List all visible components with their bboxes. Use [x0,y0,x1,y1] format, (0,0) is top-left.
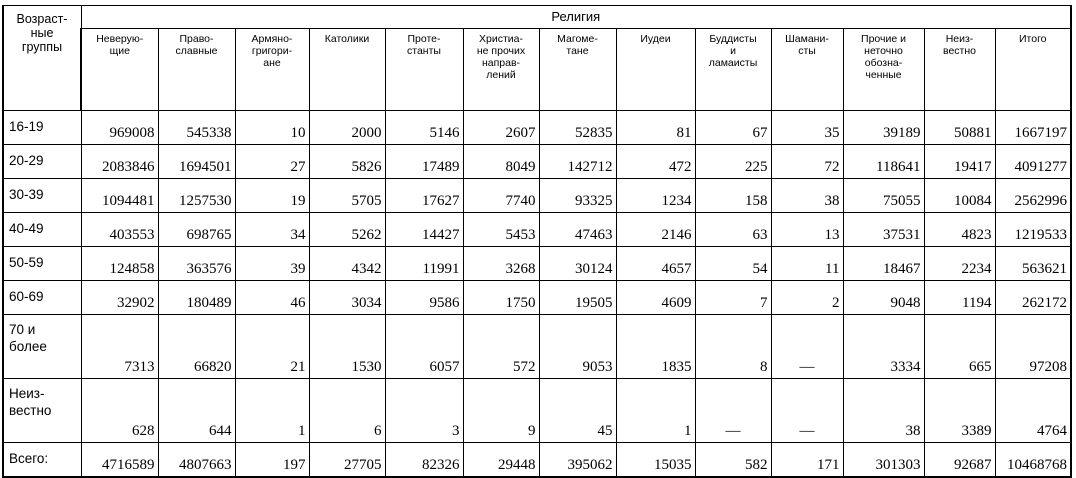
value-cell: 93325 [539,179,616,213]
value-cell: 572 [463,315,539,379]
value-cell: 17627 [385,179,463,213]
value-cell: 4716589 [81,443,158,478]
value-cell: 665 [924,315,995,379]
value-cell: 8049 [463,145,539,179]
value-cell: 1 [616,379,695,443]
value-cell: 142712 [539,145,616,179]
value-cell: 67 [695,111,771,145]
value-cell: 46 [235,281,309,315]
age-group-cell: 16-19 [3,111,81,145]
value-cell: 75055 [843,179,924,213]
value-cell: 72 [771,145,843,179]
column-header: Неверую- щие [81,29,158,111]
value-cell: 395062 [539,443,616,478]
value-cell: 1667197 [995,111,1071,145]
value-cell: 11991 [385,247,463,281]
column-header: Магоме- тане [539,29,616,111]
value-cell: 4823 [924,213,995,247]
value-cell: 17489 [385,145,463,179]
value-cell: 403553 [81,213,158,247]
value-cell: 582 [695,443,771,478]
age-group-cell: 20-29 [3,145,81,179]
column-header: Буддисты и ламаисты [695,29,771,111]
column-header: Католики [309,29,385,111]
value-cell: 262172 [995,281,1071,315]
value-cell: 545338 [158,111,235,145]
value-cell: 21 [235,315,309,379]
value-cell: 3 [385,379,463,443]
value-cell: — [695,379,771,443]
age-group-cell: 40-49 [3,213,81,247]
value-cell: 63 [695,213,771,247]
value-cell: 45 [539,379,616,443]
value-cell: 7 [695,281,771,315]
value-cell: 698765 [158,213,235,247]
value-cell: 38 [771,179,843,213]
value-cell: 14427 [385,213,463,247]
value-cell: 35 [771,111,843,145]
value-cell: 27705 [309,443,385,478]
age-group-cell: 30-39 [3,179,81,213]
value-cell: 5146 [385,111,463,145]
value-cell: 66820 [158,315,235,379]
age-group-cell: 50-59 [3,247,81,281]
value-cell: 969008 [81,111,158,145]
column-header: Христиа- не прочих направ- лений [463,29,539,111]
value-cell: 1234 [616,179,695,213]
value-cell: 180489 [158,281,235,315]
value-cell: 628 [81,379,158,443]
value-cell: 1835 [616,315,695,379]
value-cell: 4657 [616,247,695,281]
value-cell: 5826 [309,145,385,179]
value-cell: 1530 [309,315,385,379]
value-cell: 9 [463,379,539,443]
value-cell: 4091277 [995,145,1071,179]
value-cell: 27 [235,145,309,179]
value-cell: 81 [616,111,695,145]
value-cell: 6 [309,379,385,443]
value-cell: 30124 [539,247,616,281]
value-cell: 82326 [385,443,463,478]
value-cell: 50881 [924,111,995,145]
value-cell: 39 [235,247,309,281]
table-row [3,247,1071,281]
value-cell: 52835 [539,111,616,145]
value-cell: 1 [235,379,309,443]
value-cell: 9048 [843,281,924,315]
value-cell: 171 [771,443,843,478]
table-row [3,145,1071,179]
age-group-cell: 60-69 [3,281,81,315]
column-header: Иудеи [616,29,695,111]
value-cell: 5262 [309,213,385,247]
column-header: Право- славные [158,29,235,111]
value-cell: 3334 [843,315,924,379]
column-header: Проте- станты [385,29,463,111]
column-header: Итого [995,29,1071,111]
value-cell: 158 [695,179,771,213]
column-header: Шамани- сты [771,29,843,111]
value-cell: 38 [843,379,924,443]
value-cell: 8 [695,315,771,379]
value-cell: 34 [235,213,309,247]
age-groups-header: Возраст- ные группы [3,6,81,111]
table-row [3,111,1071,145]
value-cell: 1694501 [158,145,235,179]
value-cell: 19505 [539,281,616,315]
value-cell: — [771,315,843,379]
table-row [3,379,1071,443]
value-cell: 1194 [924,281,995,315]
value-cell: 301303 [843,443,924,478]
value-cell: 472 [616,145,695,179]
value-cell: 2000 [309,111,385,145]
value-cell: 10084 [924,179,995,213]
table-row [3,179,1071,213]
religion-header: Религия [81,6,1071,29]
value-cell: 92687 [924,443,995,478]
value-cell: 97208 [995,315,1071,379]
value-cell: 124858 [81,247,158,281]
value-cell: 2 [771,281,843,315]
value-cell: 5453 [463,213,539,247]
table-row [3,315,1071,379]
value-cell: 363576 [158,247,235,281]
value-cell: 4342 [309,247,385,281]
value-cell: 3268 [463,247,539,281]
value-cell: 1094481 [81,179,158,213]
value-cell: 39189 [843,111,924,145]
value-cell: 2234 [924,247,995,281]
value-cell: 29448 [463,443,539,478]
column-header: Армяно- григори- ане [235,29,309,111]
value-cell: 47463 [539,213,616,247]
value-cell: 2562996 [995,179,1071,213]
value-cell: 644 [158,379,235,443]
value-cell: 37531 [843,213,924,247]
value-cell: 7740 [463,179,539,213]
age-group-cell: Всего: [3,443,81,478]
value-cell: 1750 [463,281,539,315]
value-cell: 5705 [309,179,385,213]
value-cell: 54 [695,247,771,281]
value-cell: 118641 [843,145,924,179]
value-cell: 19417 [924,145,995,179]
value-cell: — [771,379,843,443]
column-header: Прочие и неточно обозна- ченные [843,29,924,111]
value-cell: 7313 [81,315,158,379]
value-cell: 4764 [995,379,1071,443]
value-cell: 11 [771,247,843,281]
table-row [3,443,1071,478]
age-group-cell: Неиз- вестно [3,379,81,443]
age-group-cell: 70 и более [3,315,81,379]
value-cell: 18467 [843,247,924,281]
value-cell: 9053 [539,315,616,379]
value-cell: 2607 [463,111,539,145]
value-cell: 2146 [616,213,695,247]
value-cell: 2083846 [81,145,158,179]
column-header: Неиз- вестно [924,29,995,111]
value-cell: 19 [235,179,309,213]
value-cell: 225 [695,145,771,179]
value-cell: 3389 [924,379,995,443]
value-cell: 4807663 [158,443,235,478]
table-row [3,213,1071,247]
value-cell: 6057 [385,315,463,379]
value-cell: 15035 [616,443,695,478]
value-cell: 3034 [309,281,385,315]
value-cell: 4609 [616,281,695,315]
value-cell: 10468768 [995,443,1071,478]
religion-age-table [2,5,1072,478]
value-cell: 563621 [995,247,1071,281]
table-row [3,281,1071,315]
value-cell: 1219533 [995,213,1071,247]
value-cell: 9586 [385,281,463,315]
value-cell: 1257530 [158,179,235,213]
value-cell: 10 [235,111,309,145]
value-cell: 197 [235,443,309,478]
value-cell: 13 [771,213,843,247]
value-cell: 32902 [81,281,158,315]
